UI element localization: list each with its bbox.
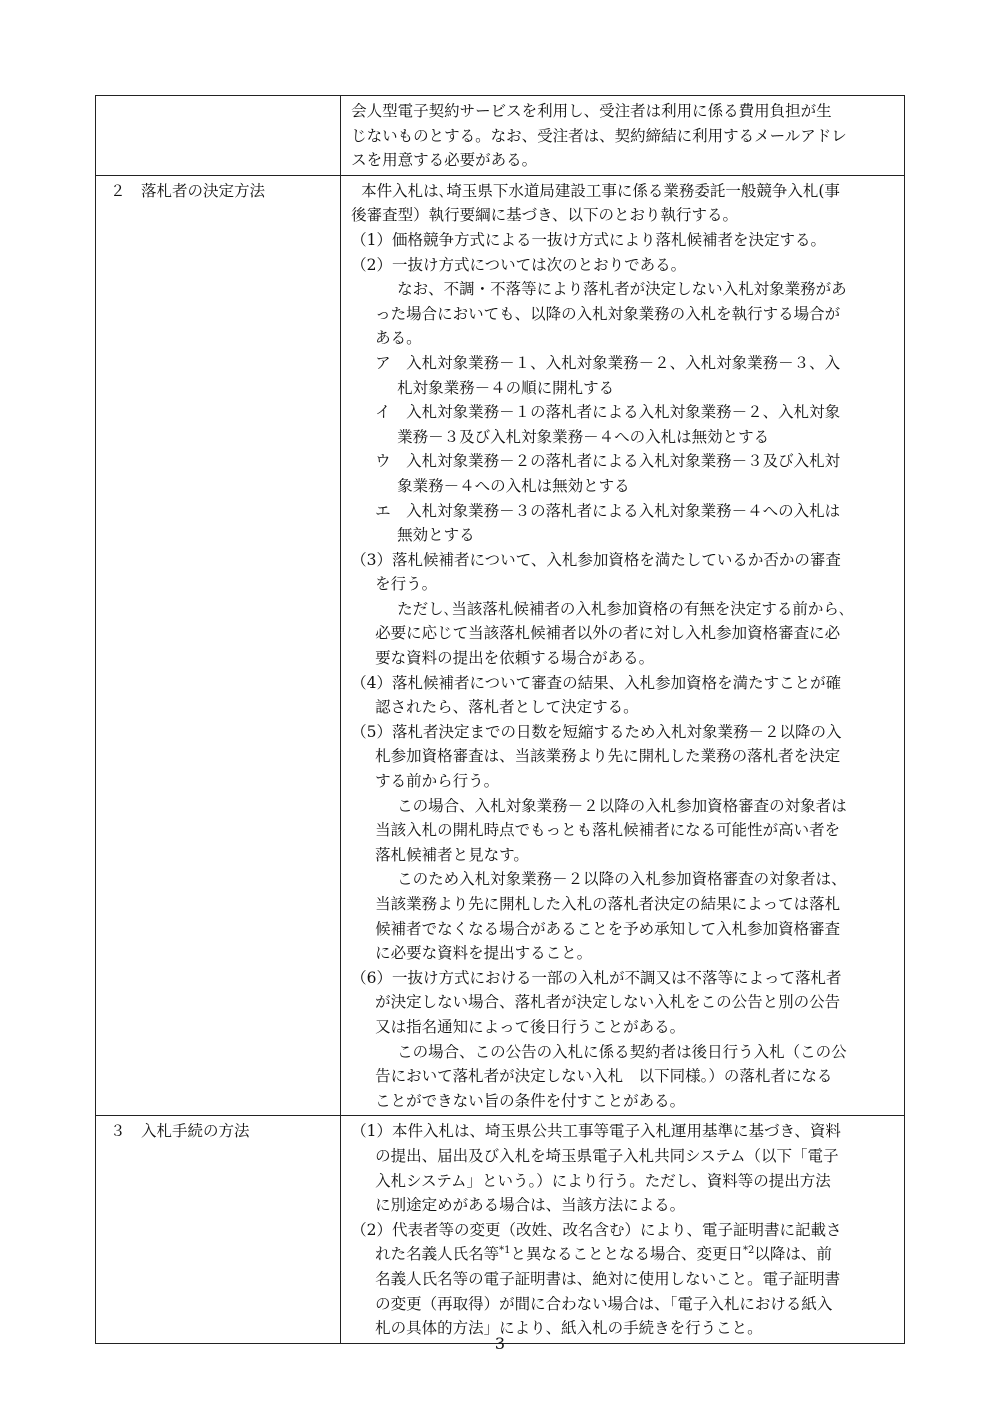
text-line: 当該業務より先に開札した入札の落札者決定の結果によっては落札 [375,895,841,913]
text-line: （3）落札候補者について、入札参加資格を満たしているか否かの審査 [351,550,841,569]
text-line: 必要に応じて当該落札候補者以外の者に対し入札参加資格審査に必 [375,624,841,643]
text-line: じないものとする。なお、受注者は、契約締結に利用するメールアドレ [351,126,847,145]
text-line: 告において落札者が決定しない入札 以下同様。）の落札者になる [375,1067,833,1086]
text-line: この場合、この公告の入札に係る契約者は後日行う入札（この公 [397,1042,847,1061]
text-line: 業務－３及び入札対象業務－４への入札は無効とする [397,427,770,446]
text-line: 又は指名通知によって後日行うことがある。 [375,1017,686,1036]
table-row [96,96,905,176]
row-heading: ３ 入札手続の方法 [96,1116,341,1343]
text-line: 本件入札は､埼玉県下水道局建設工事に係る業務委託一般競争入札(事 [361,181,840,200]
page-number: 3 [494,1334,506,1353]
text-line: する前から行う。 [375,772,500,791]
text-line: （1）本件入札は、埼玉県公共工事等電子入札運用基準に基づき、資料 [351,1122,841,1141]
text-line: このため入札対象業務－２以降の入札参加資格審査の対象者は、 [397,870,847,889]
text-line: 象業務－４への入札は無効とする [397,476,630,495]
text-line: ことができない旨の条件を付すことがある。 [375,1091,686,1110]
text-line: （5）落札者決定までの日数を短縮するため入札対象業務－２以降の入 [351,722,842,741]
row-heading [96,96,341,176]
row-content [341,96,905,176]
row-content [341,1116,905,1343]
text-segment: 以降は、前 [754,1245,832,1264]
text-line: ア 入札対象業務－１、入札対象業務－２、入札対象業務－３、入 [375,353,841,372]
text-line [351,1242,894,1267]
text-line: 入札システム」という。）により行う。ただし、資料等の提出方法 [375,1171,831,1190]
text-line: に必要な資料を提出すること。 [375,944,593,963]
text-line: イ 入札対象業務－１の落札者による入札対象業務－２、入札対象 [375,403,841,422]
text-line: 会人型電子契約サービスを利用し、受注者は利用に係る費用負担が生 [351,102,832,120]
text-line: スを用意する必要がある。 [351,151,538,170]
text-line: 札参加資格審査は、当該業務より先に開札した業務の落札者を決定 [375,747,841,766]
text-line: 無効とする [397,526,475,545]
text-line: を行う。 [375,575,438,594]
table-row [96,1116,905,1343]
text-line: に別途定めがある場合は、当該方法による。 [375,1196,686,1215]
text-line: 要な資料の提出を依頼する場合がある。 [375,649,655,668]
text-line: （2）一抜け方式については次のとおりである。 [351,255,687,274]
text-line: の変更（再取得）が間に合わない場合は、「電子入札における紙入 [375,1294,833,1313]
text-line: 当該入札の開札時点でもっとも落札候補者になる可能性が高い者を [375,821,841,840]
text-line: った場合においても、以降の入札対象業務の入札を執行する場合が [375,304,841,323]
text-line: 札の具体的方法」により、紙入札の手続きを行うこと。 [375,1319,763,1338]
text-line: 候補者でなくなる場合があることを予め承知して入札参加資格審査 [375,919,841,938]
text-line: が決定しない場合、落札者が決定しない入札をこの公告と別の公告 [375,993,841,1012]
row-heading: ２ 落札者の決定方法 [96,175,341,1116]
text-segment: れた名義人氏名等 [375,1245,500,1264]
text-line: ある。 [375,329,422,348]
row-content [341,175,905,1116]
table-row [96,175,905,1116]
text-line: 落札候補者と見なす。 [375,845,529,864]
text-line: 名義人氏名等の電子証明書は、絶対に使用しないこと。電子証明書 [375,1269,841,1288]
footnote-marker: *1 [499,1245,511,1257]
text-line: （2）代表者等の変更（改姓、改名含む）により、電子証明書に記載さ [351,1220,842,1239]
text-line: ただし､当該落札候補者の入札参加資格の有無を決定する前から､ [397,599,847,618]
text-line: （4）落札候補者について審査の結果、入札参加資格を満たすことが確 [351,673,842,692]
document-table [95,95,905,1344]
text-line: 後審査型）執行要綱に基づき、以下のとおり執行する。 [351,206,738,225]
footnote-marker: *2 [743,1245,755,1257]
text-line: この場合、入札対象業務－２以降の入札参加資格審査の対象者は [397,796,847,815]
text-line: なお、不調・不落等により落札者が決定しない入札対象業務があ [397,280,847,299]
text-segment: と異なることとなる場合、変更日 [510,1245,744,1264]
text-line: （1）価格競争方式による一抜け方式により落札候補者を決定する。 [351,230,826,249]
text-line: （6）一抜け方式における一部の入札が不調又は不落等によって落札者 [351,968,842,987]
text-line: の提出、届出及び入札を埼玉県電子入札共同システム（以下「電子 [375,1146,839,1165]
text-line: 認されたら、落札者として決定する。 [375,698,639,717]
text-line: エ 入札対象業務－３の落札者による入札対象業務－４への入札は [375,501,841,520]
text-line: ウ 入札対象業務－２の落札者による入札対象業務－３及び入札対 [375,452,841,471]
text-line: 札対象業務－４の順に開札する [397,378,615,397]
